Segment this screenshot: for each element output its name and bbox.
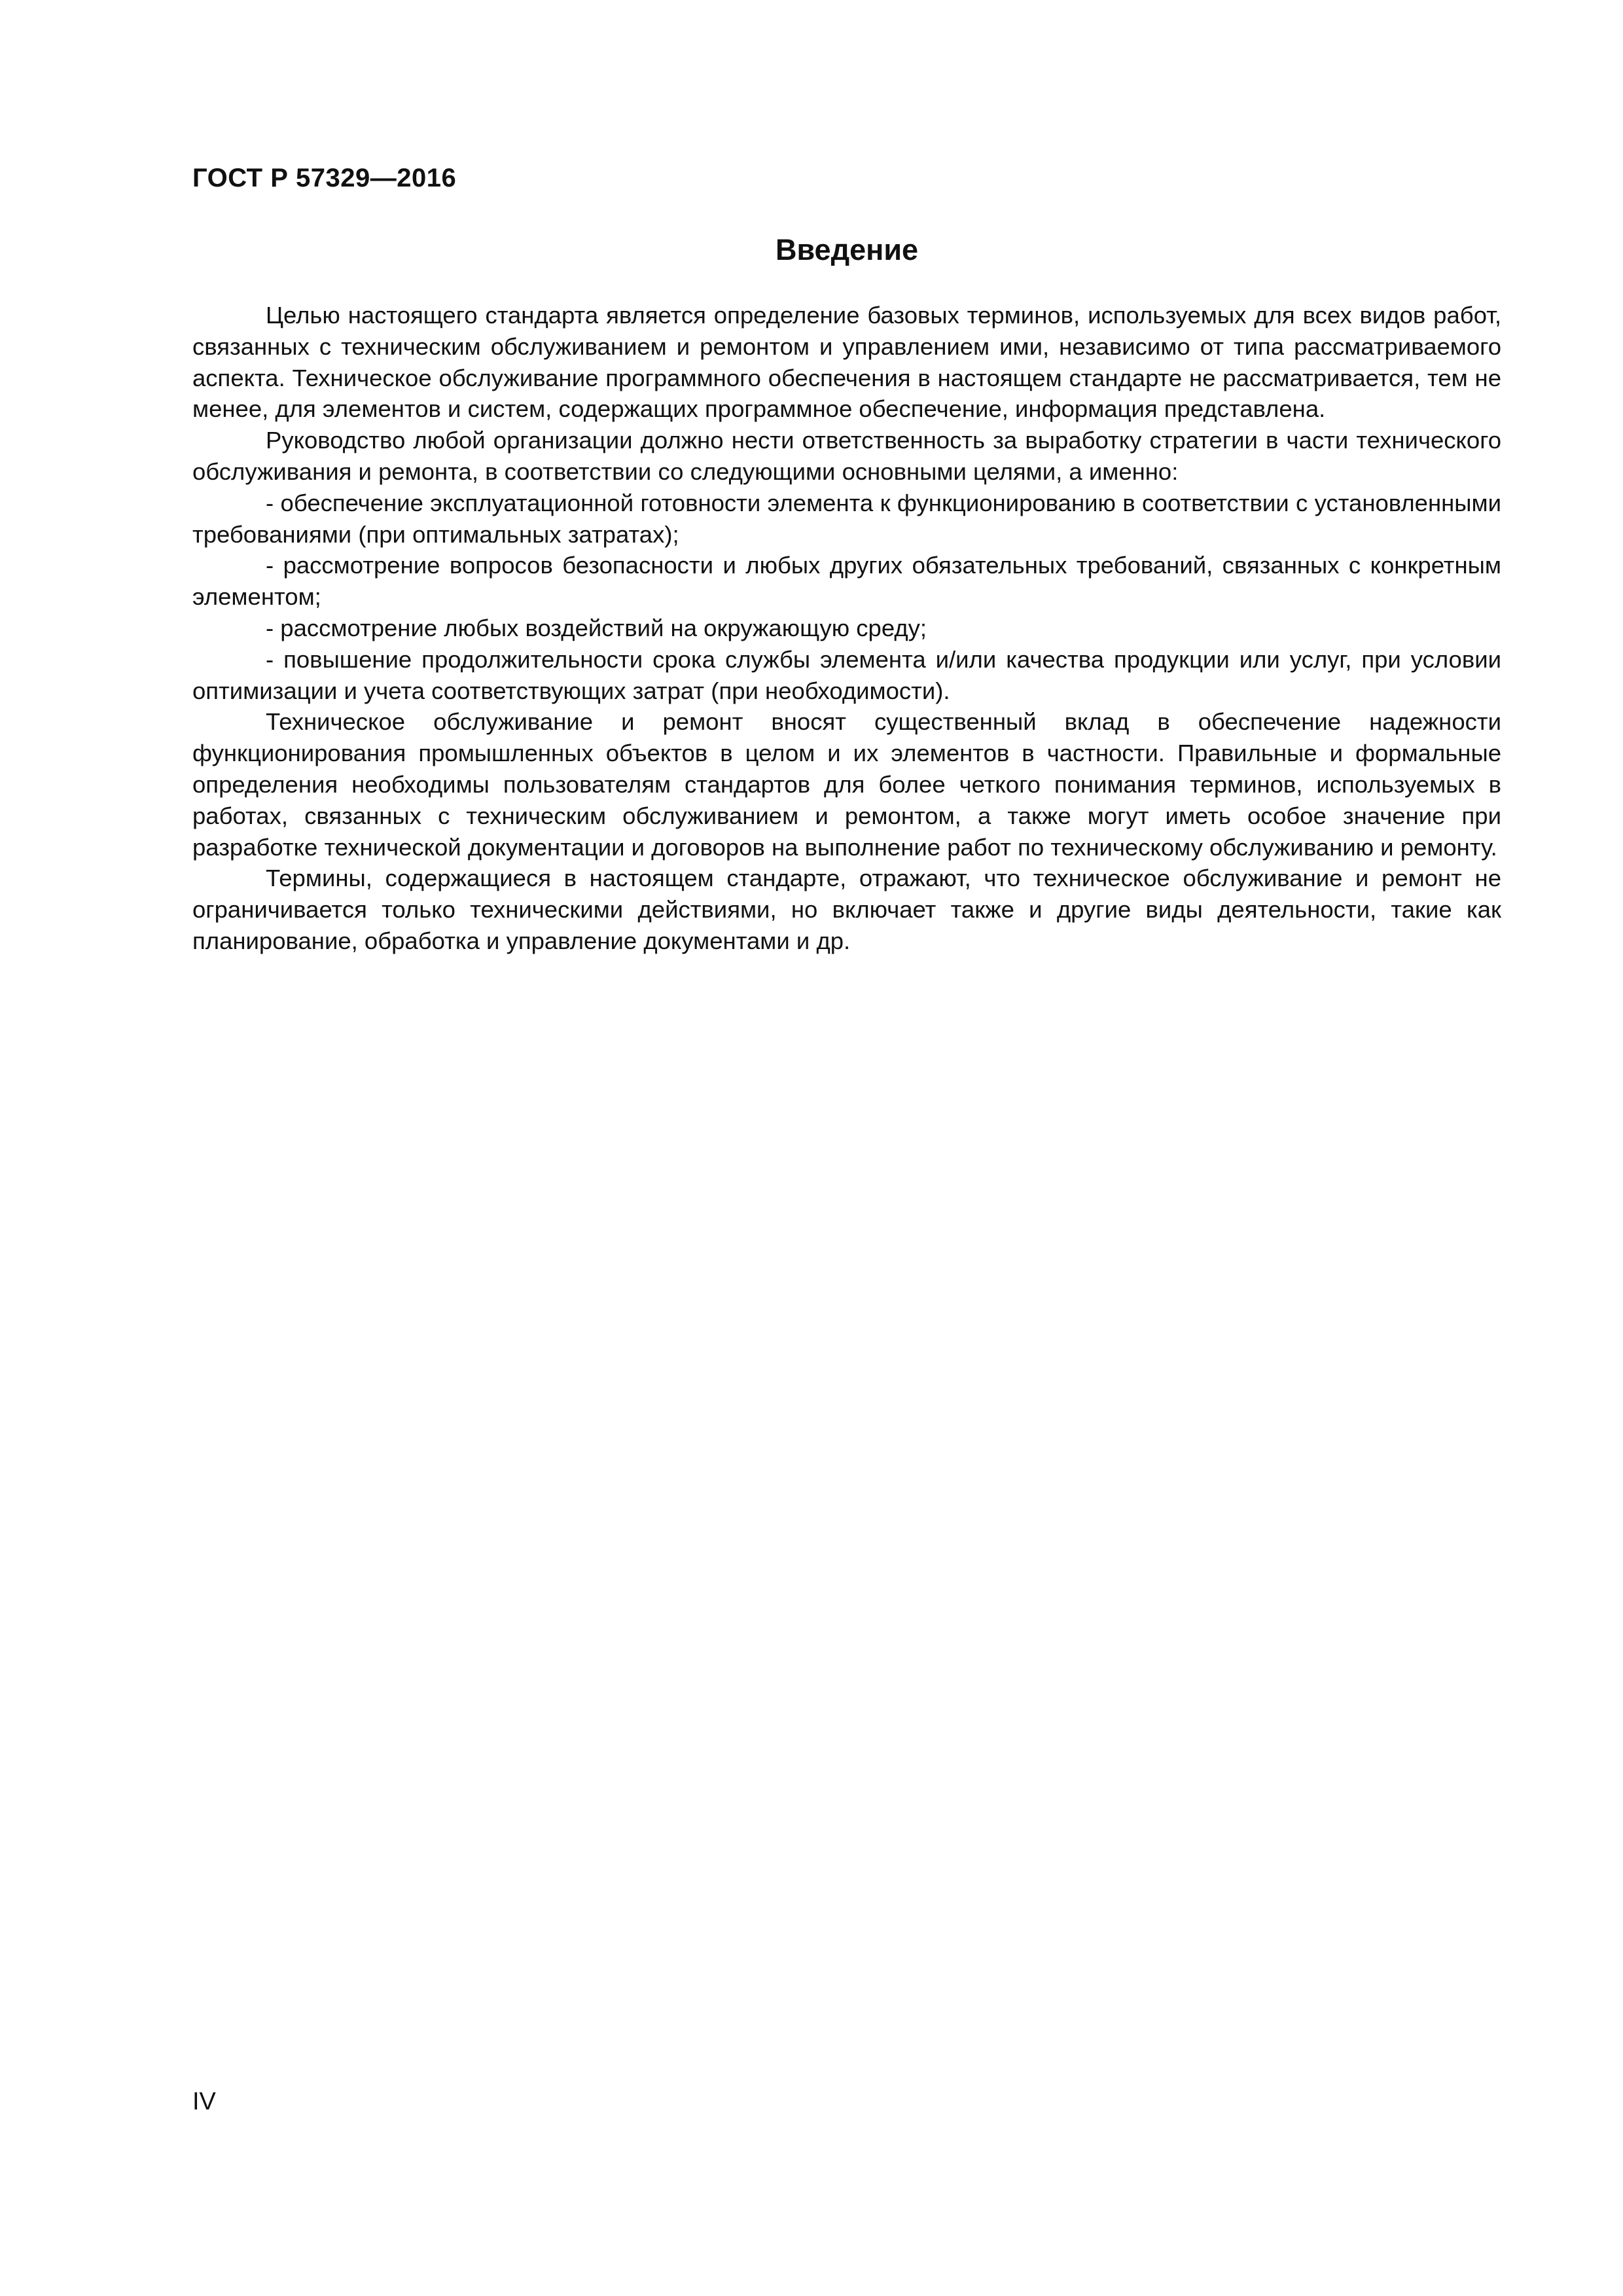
standard-code: ГОСТ Р 57329—2016 <box>192 164 457 192</box>
page-number: IV <box>192 2088 216 2115</box>
paragraph: Руководство любой организации должно нести ответственность за выработку стратегии в части технического обслуживания и ремонта, в соответствии со следующими основными целями, а именно: <box>192 427 1501 485</box>
paragraph: Техническое обслуживание и ремонт вносят существенный вклад в обеспечение надежности функционирования промышленных объектов в целом и их элементов в частности. Правильные и формальные определения необходимы пользователям стандартов для более четкого понимания терминов, используемых в работах, связанных с техническим обслуживанием и ремонтом, а также могут иметь особое значение при разработке технической документации и договоров на выполнение работ по техническому обслуживанию и ремонту. <box>192 708 1501 861</box>
paragraph: Термины, содержащиеся в настоящем стандарте, отражают, что техническое обслуживание и ремонт не ограничивается только техническими действиями, но включает также и другие виды деятельности, такие как планирование, обработка и управление документами и др. <box>192 865 1501 954</box>
body-text <box>192 300 1501 957</box>
list-item: - повышение продолжительности срока службы элемента и/или качества продукции или услуг, при условии оптимизации и учета соответствующих затрат (при необходимости). <box>192 645 1501 704</box>
list-item: - обеспечение эксплуатационной готовности элемента к функционированию в соответствии с установленными требованиями (при оптимальных затратах); <box>192 489 1501 548</box>
page-title: Введение <box>775 233 919 266</box>
list-item: - рассмотрение любых воздействий на окружающую среду; <box>266 614 927 641</box>
paragraph: Целью настоящего стандарта является определение базовых терминов, используемых для всех видов работ, связанных с техническим обслуживанием и ремонтом и управлением ими, независимо от типа рассматриваемого аспекта. Техническое обслуживание программного обеспечения в настоящем стандарте не рассматривается, тем не менее, для элементов и систем, содержащих программное обеспечение, информация представлена. <box>192 302 1501 423</box>
list-item: - рассмотрение вопросов безопасности и любых других обязательных требований, связанных с конкретным элементом; <box>192 552 1501 611</box>
